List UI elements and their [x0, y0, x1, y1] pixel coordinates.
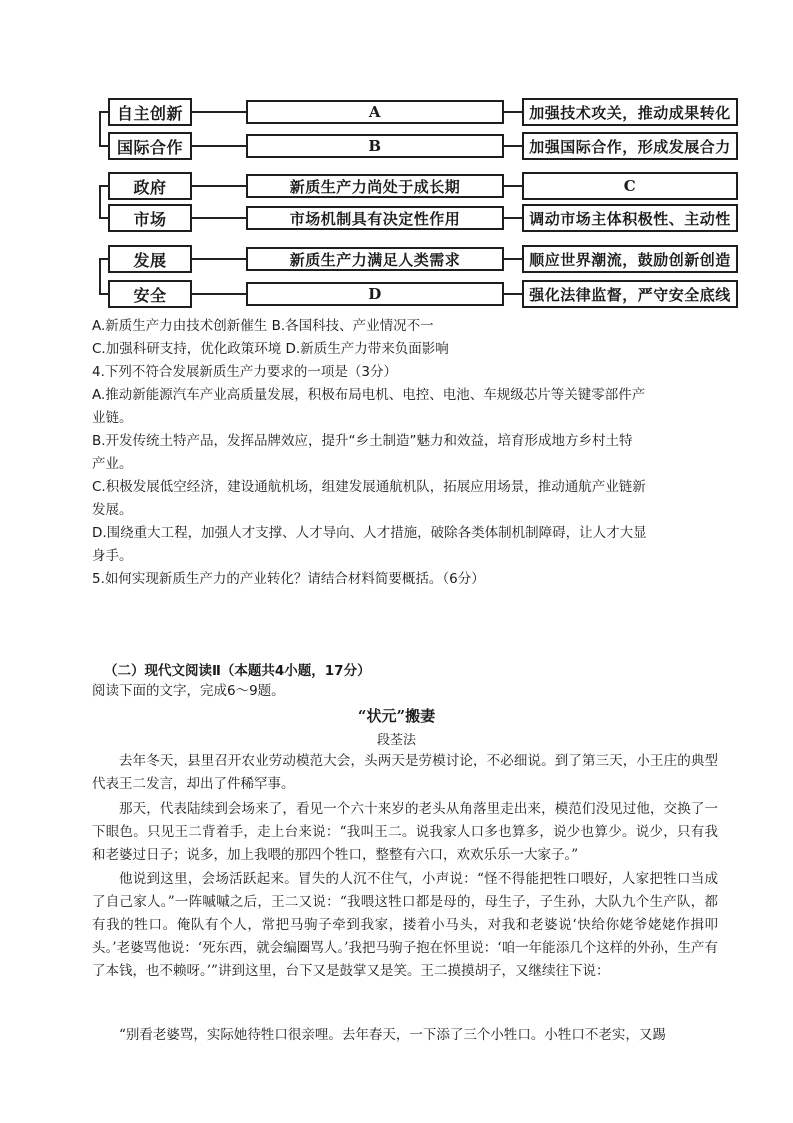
- q4-option-a-line2: 业链。: [92, 410, 133, 426]
- diagram-left-1: 自主创新: [108, 98, 192, 126]
- story-paragraph-3: 他说到这里，会场活跃起来。冒失的人沉不住气，小声说：“怪不得能把牲口喂好，人家把牲口当成了自己家人。”一阵嘁嘁之后，王二又说：“我喂这牲口都是母的，母生子，子生孙，大队九个生产队，都有我的牲口。俺队有个人，常把马驹子牵到我家，搂着小马头，对我和老婆说‘快给你姥爷姥姥作揖叩头。’老婆骂他说：‘死东西，就会编圈骂人。’我把马驹子抱在怀里说：‘咱一年能添几个这样的外孙，生产有了本钱，也不赖呀。’”讲到这里，台下又是鼓掌又是笑。王二摸摸胡子，又继续往下说：: [92, 871, 718, 979]
- diagram-mid-1: A: [246, 100, 504, 124]
- q4-option-c-line1: C.积极发展低空经济，建设通航机场，组建发展通航机队，拓展应用场景，推动通航产业链新: [92, 479, 646, 495]
- q4-option-d-line2: 身手。: [92, 548, 133, 564]
- story-paragraph-4: “别看老婆骂，实际她待牲口很亲哩。去年春天，一下添了三个小牲口。小牲口不老实，又踢: [119, 1027, 666, 1043]
- diagram-left-6: 安全: [108, 280, 192, 308]
- diagram-right-4: 调动市场主体积极性、主动性: [522, 204, 738, 232]
- q4-option-b-line1: B.开发传统土特产品，发挥品牌效应，提升“乡土制造”魅力和效益，培育形成地方乡村土特: [92, 433, 633, 449]
- diagram-left-4: 市场: [108, 204, 192, 232]
- q3-options-ab: A.新质生产力由技术创新催生 B.各国科技、产业情况不一: [92, 318, 434, 334]
- q4-option-d-line1: D.围绕重大工程，加强人才支撑、人才导向、人才措施，破除各类体制机制障碍，让人才大显: [92, 525, 647, 541]
- concept-diagram: [96, 92, 746, 310]
- story-author: 段荃法: [376, 733, 416, 748]
- diagram-right-6: 强化法律监督，严守安全底线: [522, 280, 738, 308]
- diagram-mid-4: 市场机制具有决定性作用: [246, 206, 504, 230]
- story-title: “状元”搬妻: [357, 707, 436, 725]
- q4-option-c-line2: 发展。: [92, 502, 133, 518]
- section-instruction: 阅读下面的文字，完成6～9题。: [92, 683, 285, 699]
- diagram-left-3: 政府: [108, 172, 192, 200]
- diagram-right-1: 加强技术攻关，推动成果转化: [522, 98, 738, 126]
- diagram-mid-5: 新质生产力满足人类需求: [246, 247, 504, 271]
- diagram-mid-2: B: [246, 134, 504, 158]
- q5-question: 5.如何实现新质生产力的产业转化？请结合材料简要概括。（6分）: [92, 571, 485, 587]
- q4-option-b-line2: 产业。: [92, 456, 133, 472]
- q4-stem: 4.下列不符合发展新质生产力要求的一项是（3分）: [92, 364, 397, 380]
- diagram-mid-3: 新质生产力尚处于成长期: [246, 174, 504, 198]
- q3-options-cd: C.加强科研支持，优化政策环境 D.新质生产力带来负面影响: [92, 341, 449, 357]
- story-paragraph-1: 去年冬天，县里召开农业劳动模范大会，头两天是劳模讨论，不必细说。到了第三天，小王庄的典型代表王二发言，却出了件稀罕事。: [92, 753, 718, 792]
- story-paragraph-2: 那天，代表陆续到会场来了，看见一个六十来岁的老头从角落里走出来，模范们没见过他，交换了一下眼色。只见王二背着手，走上台来说：“我叫王二。说我家人口多也算多，说少也算少。说少，只有我和老婆过日子；说多，加上我喂的那四个牲口，整整有六口，欢欢乐乐一大家子。”: [92, 801, 718, 863]
- diagram-right-5: 顺应世界潮流，鼓励创新创造: [522, 245, 738, 273]
- diagram-left-2: 国际合作: [108, 132, 192, 160]
- diagram-right-3: C: [522, 172, 738, 200]
- section-heading: （二）现代文阅读Ⅱ（本题共4小题，17分）: [104, 663, 371, 679]
- diagram-mid-6: D: [246, 282, 504, 306]
- q4-option-a-line1: A.推动新能源汽车产业高质量发展，积极布局电机、电控、电池、车规级芯片等关键零部件产: [92, 387, 646, 403]
- diagram-right-2: 加强国际合作，形成发展合力: [522, 132, 738, 160]
- diagram-left-5: 发展: [108, 245, 192, 273]
